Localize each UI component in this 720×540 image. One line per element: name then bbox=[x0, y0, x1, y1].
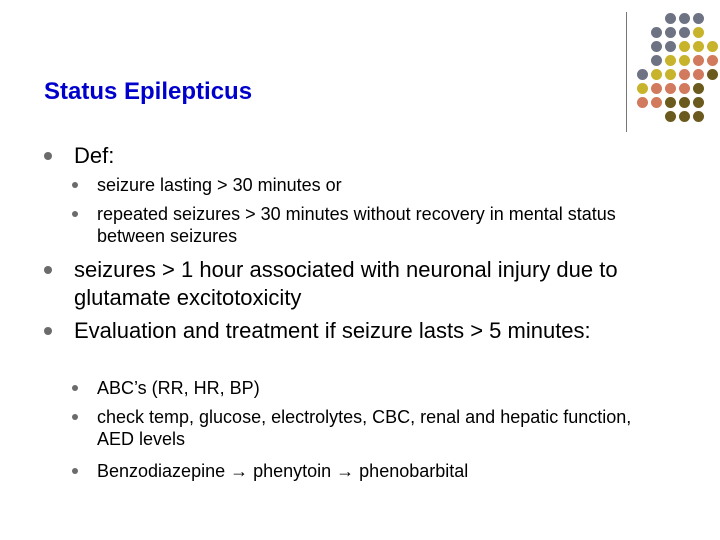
decorative-dot bbox=[693, 27, 704, 38]
decorative-dot bbox=[707, 69, 718, 80]
decorative-divider-line bbox=[626, 12, 627, 132]
decorative-dot bbox=[679, 83, 690, 94]
decorative-dot bbox=[651, 41, 662, 52]
bullet-marker bbox=[72, 211, 78, 217]
bullet-eval bbox=[44, 317, 624, 345]
sub-bullet-def-1 bbox=[72, 174, 672, 196]
decorative-dot bbox=[665, 41, 676, 52]
decorative-dot bbox=[693, 13, 704, 24]
decorative-dot bbox=[693, 55, 704, 66]
slide-title: Status Epilepticus bbox=[44, 78, 253, 105]
sub-bullet-eval-2 bbox=[72, 406, 672, 450]
decorative-dot bbox=[665, 111, 676, 122]
decorative-dot bbox=[693, 97, 704, 108]
bullet-marker bbox=[72, 182, 78, 188]
decorative-dot bbox=[679, 13, 690, 24]
decorative-dot bbox=[637, 83, 648, 94]
bullet-def bbox=[44, 142, 644, 170]
bullet-text: ABC’s (RR, HR, BP) bbox=[97, 378, 260, 398]
bullet-marker bbox=[72, 468, 78, 474]
decorative-dot bbox=[679, 27, 690, 38]
bullet-marker bbox=[72, 414, 78, 420]
bullet-text: seizures > 1 hour associated with neuronal injury due to glutamate excitotoxicity bbox=[74, 257, 618, 310]
sub-bullet-eval-1 bbox=[72, 377, 672, 399]
bullet-marker bbox=[44, 266, 52, 274]
sub-bullet-eval-3 bbox=[72, 460, 672, 482]
bullet-marker bbox=[44, 327, 52, 335]
bullet-text: seizure lasting > 30 minutes or bbox=[97, 175, 342, 195]
decorative-dot bbox=[665, 55, 676, 66]
sub-bullet-def-2 bbox=[72, 203, 672, 247]
decorative-dot bbox=[679, 69, 690, 80]
decorative-dot bbox=[693, 69, 704, 80]
bullet-text: check temp, glucose, electrolytes, CBC, renal and hepatic function, AED levels bbox=[97, 407, 632, 449]
bullet-marker bbox=[44, 152, 52, 160]
decorative-dot bbox=[679, 111, 690, 122]
decorative-dot bbox=[637, 69, 648, 80]
bullet-text: Def: bbox=[74, 143, 115, 168]
decorative-dot bbox=[651, 55, 662, 66]
decorative-dot bbox=[679, 41, 690, 52]
bullet-text: repeated seizures > 30 minutes without recovery in mental status between seizures bbox=[97, 204, 616, 246]
decorative-dot bbox=[707, 41, 718, 52]
decorative-dot bbox=[707, 55, 718, 66]
decorative-dot bbox=[665, 97, 676, 108]
bullet-hour bbox=[44, 256, 664, 312]
decorative-dot bbox=[665, 83, 676, 94]
decorative-dot bbox=[651, 83, 662, 94]
decorative-dot bbox=[651, 69, 662, 80]
decorative-dot bbox=[665, 13, 676, 24]
decorative-dot bbox=[693, 83, 704, 94]
decorative-dot bbox=[651, 97, 662, 108]
bullet-text: Benzodiazepine → phenytoin → phenobarbital bbox=[97, 461, 469, 481]
decorative-dot bbox=[693, 41, 704, 52]
bullet-marker bbox=[72, 385, 78, 391]
bullet-text: Evaluation and treatment if seizure lasts > 5 minutes: bbox=[74, 318, 591, 343]
decorative-dot bbox=[679, 97, 690, 108]
decorative-dot bbox=[679, 55, 690, 66]
decorative-dot bbox=[693, 111, 704, 122]
decorative-dot bbox=[665, 69, 676, 80]
decorative-dot bbox=[665, 27, 676, 38]
decorative-dot bbox=[651, 27, 662, 38]
decorative-dot bbox=[637, 97, 648, 108]
